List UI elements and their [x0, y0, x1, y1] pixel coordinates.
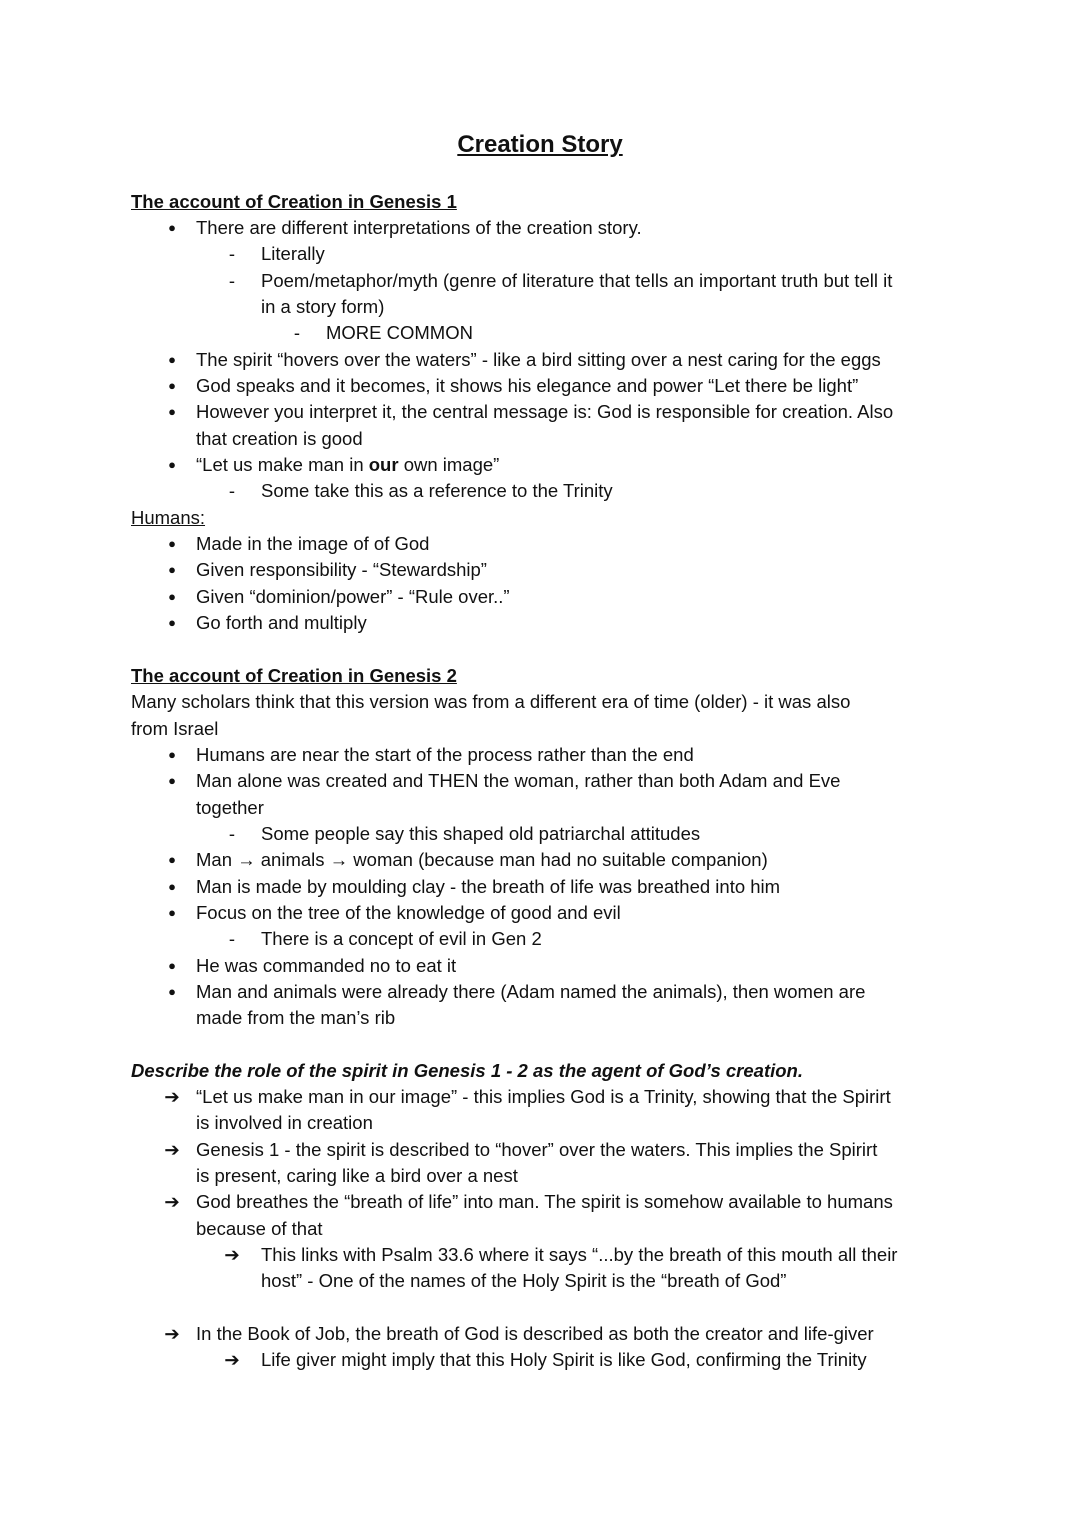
bullet-icon: ● — [168, 378, 176, 393]
bullet-icon: ● — [168, 905, 176, 920]
list-item: Given responsibility - “Stewardship” — [196, 559, 487, 580]
bullet-icon: ● — [168, 220, 176, 235]
list-item-continuation: that creation is good — [196, 428, 363, 449]
list-item: Life giver might imply that this Holy Spirit is like God, confirming the Trinity — [261, 1349, 867, 1370]
emphasis-our: our — [368, 454, 399, 475]
list-item: Man alone was created and THEN the woman, rather than both Adam and Eve — [196, 770, 841, 791]
bullet-icon: ● — [168, 984, 176, 999]
dash-icon: - — [228, 928, 236, 949]
page-title: Creation Story — [457, 131, 623, 158]
bullet-icon: ● — [168, 457, 176, 472]
list-item-continuation: made from the man’s rib — [196, 1007, 396, 1028]
list-item-continuation: together — [196, 797, 264, 818]
list-item: In the Book of Job, the breath of God is described as both the creator and life-giver — [196, 1323, 874, 1344]
list-item: Literally — [261, 243, 325, 264]
bullet-icon: ● — [168, 773, 176, 788]
list-item-continuation: host” - One of the names of the Holy Spirit is the “breath of God” — [261, 1270, 787, 1291]
dash-icon: - — [228, 270, 236, 291]
paragraph-continuation: from Israel — [131, 718, 219, 739]
list-item: Poem/metaphor/myth (genre of literature that tells an important truth but tell it — [261, 270, 893, 291]
paragraph: Many scholars think that this version was from a different era of time (older) - it was also — [131, 691, 851, 712]
bullet-icon: ● — [168, 852, 176, 867]
dash-icon: - — [228, 480, 236, 501]
arrow-icon: ➔ — [224, 1244, 240, 1265]
arrow-icon: ➔ — [164, 1086, 180, 1107]
list-item-continuation: in a story form) — [261, 296, 385, 317]
list-item: This links with Psalm 33.6 where it says “...by the breath of this mouth all their — [261, 1244, 898, 1265]
arrow-icon: ➔ — [164, 1139, 180, 1160]
list-item-continuation: is present, caring like a bird over a nest — [196, 1165, 518, 1186]
bullet-icon: ● — [168, 589, 176, 604]
section-heading-genesis-2: The account of Creation in Genesis 2 — [131, 665, 457, 686]
list-item: “Let us make man in our image” - this implies God is a Trinity, showing that the Spirirt — [196, 1086, 891, 1107]
list-item: There are different interpretations of the creation story. — [196, 217, 642, 238]
arrow-icon: ➔ — [164, 1191, 180, 1212]
section-heading-humans: Humans: — [131, 507, 206, 528]
bullet-icon: ● — [168, 879, 176, 894]
arrow-icon: ➔ — [164, 1323, 180, 1344]
list-item: MORE COMMON — [326, 322, 473, 343]
list-item: Humans are near the start of the process rather than the end — [196, 744, 694, 765]
bullet-icon: ● — [168, 562, 176, 577]
list-item-continuation: is involved in creation — [196, 1112, 373, 1133]
list-item — [196, 452, 499, 478]
bullet-icon: ● — [168, 404, 176, 419]
list-item: Man → animals → woman (because man had no suitable companion) — [196, 849, 768, 870]
question-heading: Describe the role of the spirit in Genesis 1 - 2 as the agent of God’s creation. — [131, 1060, 803, 1081]
list-item: Made in the image of of God — [196, 533, 430, 554]
dash-icon: - — [228, 823, 236, 844]
list-item: He was commanded no to eat it — [196, 955, 457, 976]
text-segment: “Let us make man in — [196, 454, 369, 475]
list-item: Man and animals were already there (Adam named the animals), then women are — [196, 981, 866, 1002]
dash-icon: - — [228, 243, 236, 264]
list-item: Some people say this shaped old patriarchal attitudes — [261, 823, 701, 844]
bullet-icon: ● — [168, 615, 176, 630]
list-item: There is a concept of evil in Gen 2 — [261, 928, 542, 949]
list-item: However you interpret it, the central message is: God is responsible for creation. Also — [196, 401, 894, 422]
bullet-icon: ● — [168, 958, 176, 973]
dash-icon: - — [293, 322, 301, 343]
list-item: God speaks and it becomes, it shows his elegance and power “Let there be light” — [196, 375, 859, 396]
list-item: The spirit “hovers over the waters” - like a bird sitting over a nest caring for the eggs — [196, 349, 881, 370]
list-item: Some take this as a reference to the Trinity — [261, 480, 613, 501]
bullet-icon: ● — [168, 536, 176, 551]
list-item-continuation: because of that — [196, 1218, 323, 1239]
arrow-icon: ➔ — [224, 1349, 240, 1370]
list-item: Genesis 1 - the spirit is described to “hover” over the waters. This implies the Spirirt — [196, 1139, 878, 1160]
bullet-icon: ● — [168, 747, 176, 762]
text-segment: own image” — [398, 454, 500, 475]
list-item: Given “dominion/power” - “Rule over..” — [196, 586, 510, 607]
list-item: Go forth and multiply — [196, 612, 367, 633]
list-item: Focus on the tree of the knowledge of good and evil — [196, 902, 621, 923]
list-item: God breathes the “breath of life” into man. The spirit is somehow available to humans — [196, 1191, 893, 1212]
bullet-icon: ● — [168, 352, 176, 367]
list-item: Man is made by moulding clay - the breath of life was breathed into him — [196, 876, 781, 897]
section-heading-genesis-1: The account of Creation in Genesis 1 — [131, 191, 457, 212]
